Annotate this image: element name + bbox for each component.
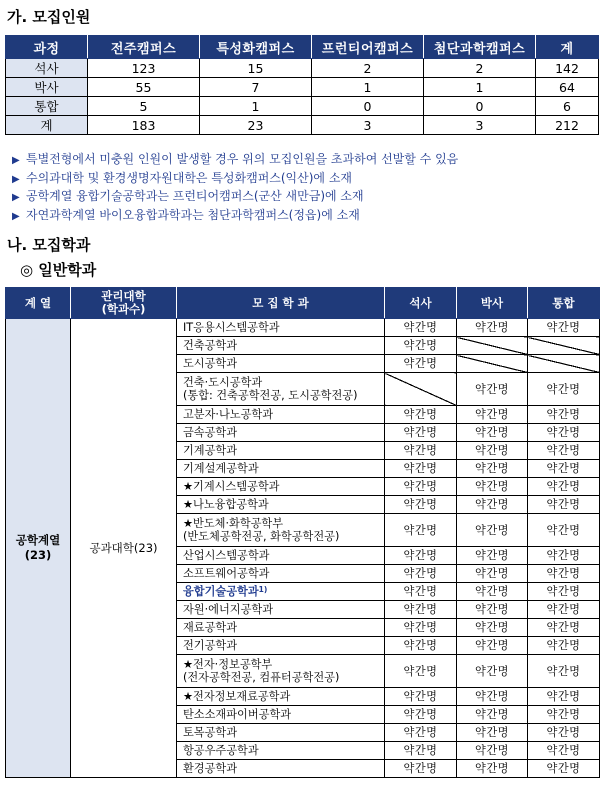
note-item — [12, 170, 458, 189]
master-cell: 약간명 — [385, 424, 457, 442]
doctor-cell: 약간명 — [457, 706, 528, 724]
note-text: 자연과학계열 바이오융합과학과는 첨단과학캠퍼스(정읍)에 소재 — [26, 207, 360, 222]
integrated-cell: 약간명 — [528, 496, 600, 514]
dept-name-cell — [177, 424, 385, 442]
dept-name-cell — [177, 460, 385, 478]
column-header: 과정 — [6, 36, 88, 59]
dept-name: 소프트웨어공학과 — [183, 567, 270, 580]
master-cell: 약간명 — [385, 655, 457, 688]
empty-doctor-cell — [457, 355, 528, 373]
enrollment-header-row — [6, 36, 599, 59]
master-cell: 약간명 — [385, 601, 457, 619]
doctor-cell: 약간명 — [457, 406, 528, 424]
dept-name: 도시공학과 — [183, 357, 238, 370]
dept-name-cell — [177, 688, 385, 706]
dept-name: 재료공학과 — [183, 621, 238, 634]
column-header: 첨단과학캠퍼스 — [424, 36, 536, 59]
integrated-cell: 약간명 — [528, 637, 600, 655]
master-cell: 약간명 — [385, 496, 457, 514]
integrated-cell: 약간명 — [528, 655, 600, 688]
enrollment-cell: 142 — [536, 59, 599, 78]
master-cell: 약간명 — [385, 319, 457, 337]
master-cell: 약간명 — [385, 478, 457, 496]
field-count: (23) — [24, 548, 52, 562]
doctor-cell: 약간명 — [457, 583, 528, 601]
master-cell: 약간명 — [385, 514, 457, 547]
doctor-cell: 약간명 — [457, 373, 528, 406]
integrated-cell: 약간명 — [528, 688, 600, 706]
integrated-cell: 약간명 — [528, 565, 600, 583]
master-cell: 약간명 — [385, 637, 457, 655]
enrollment-cell: 7 — [200, 78, 312, 97]
integrated-cell: 약간명 — [528, 619, 600, 637]
integrated-cell: 약간명 — [528, 724, 600, 742]
dept-name-cell — [177, 337, 385, 355]
doctor-cell: 약간명 — [457, 514, 528, 547]
dept-name-cell — [177, 514, 385, 547]
dept-name: 건축·도시공학과 — [183, 376, 263, 389]
note-text: 공학계열 융합기술공학과는 프런티어캠퍼스(군산 새만금)에 소재 — [26, 189, 364, 203]
master-cell: 약간명 — [385, 460, 457, 478]
integrated-cell: 약간명 — [528, 424, 600, 442]
master-cell: 약간명 — [385, 565, 457, 583]
dept-header: 모 집 학 과 — [177, 288, 385, 319]
enrollment-cell: 3 — [424, 116, 536, 135]
dept-name: IT응용시스템공학과 — [183, 321, 280, 334]
empty-master-cell — [385, 373, 457, 406]
dept-name: 산업시스템공학과 — [183, 549, 270, 562]
enrollment-cell: 23 — [200, 116, 312, 135]
integrated-cell: 약간명 — [528, 601, 600, 619]
dept-name: ★반도체·화학공학부 — [183, 517, 284, 530]
departments-header-row — [6, 288, 600, 319]
integrated-cell: 약간명 — [528, 406, 600, 424]
dept-name-cell — [177, 406, 385, 424]
dept-name: 자원·에너지공학과 — [183, 603, 274, 616]
enrollment-cell: 6 — [536, 97, 599, 116]
row-label: 통합 — [6, 97, 88, 116]
dept-name-cell — [177, 565, 385, 583]
integrated-cell: 약간명 — [528, 460, 600, 478]
dept-name-cell — [177, 496, 385, 514]
field-name: 공학계열 — [15, 533, 61, 547]
field-cell — [6, 319, 71, 778]
enrollment-cell: 5 — [88, 97, 200, 116]
dept-name-cell — [177, 319, 385, 337]
enrollment-row — [6, 116, 599, 135]
master-cell: 약간명 — [385, 724, 457, 742]
master-cell: 약간명 — [385, 406, 457, 424]
master-cell: 약간명 — [385, 760, 457, 778]
doctor-cell: 약간명 — [457, 619, 528, 637]
dept-name: 융합기술공학과 — [183, 585, 259, 598]
enrollment-row — [6, 78, 599, 97]
master-cell: 약간명 — [385, 355, 457, 373]
column-header: 전주캠퍼스 — [88, 36, 200, 59]
enrollment-cell: 0 — [312, 97, 424, 116]
master-cell: 약간명 — [385, 706, 457, 724]
dept-sub: (반도체공학전공, 화학공학전공) — [183, 530, 340, 543]
row-label: 계 — [6, 116, 88, 135]
dept-name: 탄소소재파이버공학과 — [183, 708, 292, 721]
doctor-cell: 약간명 — [457, 760, 528, 778]
master-cell: 약간명 — [385, 583, 457, 601]
enrollment-cell: 64 — [536, 78, 599, 97]
dept-name-cell — [177, 583, 385, 601]
dept-name-cell — [177, 655, 385, 688]
table-row — [6, 319, 600, 337]
note-item — [12, 151, 458, 170]
note-item — [12, 188, 458, 207]
doctor-cell: 약간명 — [457, 637, 528, 655]
enrollment-cell: 1 — [312, 78, 424, 97]
triangle-bullet-icon: ▶ — [12, 210, 20, 222]
enrollment-cell: 183 — [88, 116, 200, 135]
integrated-cell: 약간명 — [528, 373, 600, 406]
dept-name: 전기공학과 — [183, 639, 238, 652]
dept-name-cell — [177, 637, 385, 655]
section-b-subtitle: ◎ 일반학과 — [20, 261, 97, 279]
note-item — [12, 207, 458, 226]
integrated-cell: 약간명 — [528, 442, 600, 460]
dept-name-cell — [177, 442, 385, 460]
departments-table — [5, 287, 600, 778]
empty-doctor-cell — [457, 337, 528, 355]
enrollment-cell: 15 — [200, 59, 312, 78]
dept-name-cell — [177, 619, 385, 637]
triangle-bullet-icon: ▶ — [12, 173, 20, 185]
triangle-bullet-icon: ▶ — [12, 155, 20, 166]
enrollment-cell: 123 — [88, 59, 200, 78]
integrated-cell: 약간명 — [528, 706, 600, 724]
master-cell: 약간명 — [385, 619, 457, 637]
field-header: 계 열 — [6, 288, 71, 319]
enrollment-cell: 3 — [312, 116, 424, 135]
doctor-cell: 약간명 — [457, 688, 528, 706]
empty-integrated-cell — [528, 355, 600, 373]
integrated-cell: 약간명 — [528, 547, 600, 565]
integrated-header: 통합 — [528, 288, 600, 319]
doctor-cell: 약간명 — [457, 442, 528, 460]
dept-name-cell — [177, 478, 385, 496]
dept-name: 기계설계공학과 — [183, 462, 259, 475]
enrollment-cell: 2 — [424, 59, 536, 78]
master-cell: 약간명 — [385, 337, 457, 355]
column-header: 계 — [536, 36, 599, 59]
dept-name: 고분자·나노공학과 — [183, 408, 274, 421]
enrollment-cell: 2 — [312, 59, 424, 78]
enrollment-row — [6, 97, 599, 116]
footnote-mark: 1) — [258, 585, 268, 594]
dept-name: 금속공학과 — [183, 426, 238, 439]
dept-name-cell — [177, 724, 385, 742]
college-header-label: 관리대학 — [101, 289, 146, 303]
integrated-cell: 약간명 — [528, 478, 600, 496]
notes-list — [12, 151, 458, 225]
dept-name: ★기계시스템공학과 — [183, 480, 280, 493]
column-header: 특성화캠퍼스 — [200, 36, 312, 59]
row-label: 박사 — [6, 78, 88, 97]
dept-name: 항공우주공학과 — [183, 744, 259, 757]
master-header: 석사 — [385, 288, 457, 319]
integrated-cell: 약간명 — [528, 583, 600, 601]
doctor-cell: 약간명 — [457, 565, 528, 583]
doctor-cell: 약간명 — [457, 460, 528, 478]
dept-name-cell — [177, 373, 385, 406]
enrollment-cell: 55 — [88, 78, 200, 97]
column-header: 프런티어캠퍼스 — [312, 36, 424, 59]
dept-name: ★나노융합공학과 — [183, 498, 269, 511]
dept-name: 기계공학과 — [183, 444, 238, 457]
section-a-title: 가. 모집인원 — [7, 8, 91, 26]
enrollment-table — [5, 35, 599, 135]
enrollment-cell: 1 — [200, 97, 312, 116]
enrollment-cell: 1 — [424, 78, 536, 97]
college-header-sub: (학과수) — [101, 302, 146, 316]
doctor-cell: 약간명 — [457, 496, 528, 514]
integrated-cell: 약간명 — [528, 514, 600, 547]
dept-sub: (전자공학전공, 컴퓨터공학전공) — [183, 671, 340, 684]
master-cell: 약간명 — [385, 547, 457, 565]
dept-name-cell — [177, 355, 385, 373]
note-text: 수의과대학 및 환경생명자원대학은 특성화캠퍼스(익산)에 소재 — [26, 170, 353, 185]
integrated-cell: 약간명 — [528, 760, 600, 778]
doctor-header: 박사 — [457, 288, 528, 319]
integrated-cell: 약간명 — [528, 742, 600, 760]
dept-sub: (통합: 건축공학전공, 도시공학전공) — [183, 389, 358, 402]
dept-name: 토목공학과 — [183, 726, 238, 739]
dept-name-cell — [177, 601, 385, 619]
doctor-cell: 약간명 — [457, 478, 528, 496]
master-cell: 약간명 — [385, 688, 457, 706]
dept-name: ★전자정보재료공학과 — [183, 690, 291, 703]
dept-name-cell — [177, 547, 385, 565]
enrollment-cell: 0 — [424, 97, 536, 116]
integrated-cell: 약간명 — [528, 319, 600, 337]
row-label: 석사 — [6, 59, 88, 78]
dept-name: ★전자·정보공학부 — [183, 658, 273, 671]
doctor-cell: 약간명 — [457, 601, 528, 619]
dept-name-cell — [177, 706, 385, 724]
triangle-bullet-icon: ▶ — [12, 192, 20, 203]
empty-integrated-cell — [528, 337, 600, 355]
dept-name-cell — [177, 760, 385, 778]
doctor-cell: 약간명 — [457, 655, 528, 688]
dept-name: 환경공학과 — [183, 762, 238, 775]
master-cell: 약간명 — [385, 742, 457, 760]
college-cell: 공과대학(23) — [71, 319, 177, 778]
college-header — [71, 288, 177, 319]
doctor-cell: 약간명 — [457, 547, 528, 565]
section-b-title: 나. 모집학과 — [7, 236, 91, 254]
doctor-cell: 약간명 — [457, 319, 528, 337]
dept-name-cell — [177, 742, 385, 760]
doctor-cell: 약간명 — [457, 742, 528, 760]
note-text: 특별전형에서 미충원 인원이 발생할 경우 위의 모집인원을 초과하여 선발할 수 있음 — [26, 152, 459, 166]
master-cell: 약간명 — [385, 442, 457, 460]
doctor-cell: 약간명 — [457, 424, 528, 442]
enrollment-cell: 212 — [536, 116, 599, 135]
doctor-cell: 약간명 — [457, 724, 528, 742]
dept-name: 건축공학과 — [183, 339, 238, 352]
enrollment-row — [6, 59, 599, 78]
